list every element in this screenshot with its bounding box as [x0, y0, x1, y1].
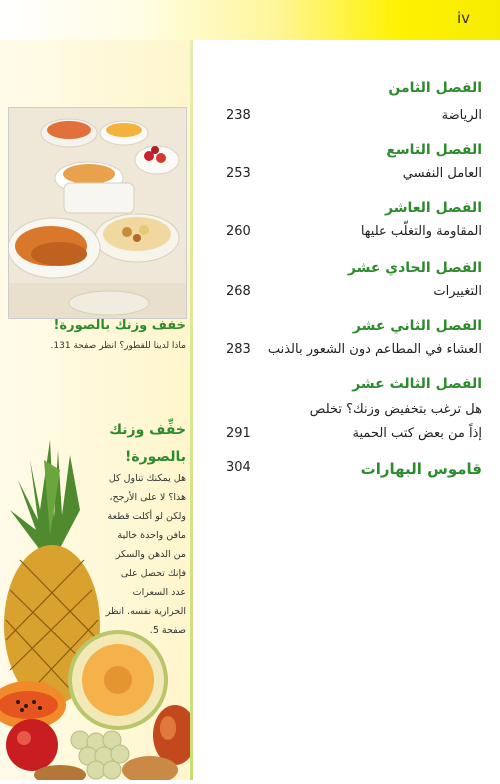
entry-page-number: 283 — [226, 342, 251, 357]
tip2-line: الحرارية نفسه. انظر — [105, 606, 186, 617]
tip2-line: فإنك تحصل على — [120, 568, 186, 579]
entry-title: التغييرات — [433, 284, 482, 299]
entry-page-number: 291 — [226, 426, 251, 441]
header-bar — [0, 0, 500, 40]
chapter-heading: الفصل الثامن — [388, 80, 482, 96]
entry-title: الرياضة — [441, 108, 482, 123]
tip2-line: ولكن لو أكلت قطعة — [107, 511, 186, 522]
sidebar-tip2-title — [60, 417, 186, 471]
entry-title: العشاء في المطاعم دون الشعور بالذنب — [267, 342, 482, 357]
entry-page-number: 304 — [226, 460, 251, 475]
chapter-heading: الفصل العاشر — [385, 200, 482, 216]
chapter-heading: الفصل الحادي عشر — [347, 260, 482, 276]
tip2-title-line1: خفِّف وزنك — [109, 422, 186, 438]
sidebar-divider — [190, 40, 193, 780]
tip2-line: مافن واحدة خالية — [117, 530, 186, 541]
page-number: iv — [457, 9, 471, 27]
tip2-line: صفحة 5. — [149, 625, 186, 636]
tip2-title-line2: بالصورة! — [124, 449, 186, 465]
entry-title: المقاومة والتغلّب عليها — [360, 224, 482, 239]
chapter-heading: الفصل التاسع — [386, 142, 482, 158]
entry-page-number: 238 — [226, 108, 251, 123]
tip2-line: عدد السعرات — [132, 587, 186, 598]
entry-page-number: 268 — [226, 284, 251, 299]
entry-title: العامل النفسي — [402, 166, 482, 181]
glossary-title: قاموس البهارات — [360, 460, 482, 478]
sidebar-tip-title: خفف وزنك بالصورة! — [53, 318, 186, 333]
breakfast-photo — [8, 107, 187, 319]
sidebar-tip2-text — [80, 469, 186, 640]
entry-title-line2: إذاً من بعض كتب الحمية — [352, 426, 482, 441]
entry-page-number: 260 — [226, 224, 251, 239]
chapter-heading: الفصل الثاني عشر — [352, 318, 482, 334]
entry-title-line1: هل ترغب بتخفيض وزنك؟ تخلص — [309, 402, 482, 417]
sidebar-tip-text: ماذا لدينا للفطور؟ انظر صفحة 131. — [50, 341, 186, 351]
tip2-line: هذا؟ لا على الأرجح، — [109, 492, 186, 503]
tip2-line: من الدهن والسكر — [115, 549, 186, 560]
entry-page-number: 253 — [226, 166, 251, 181]
tip2-line: هل يمكنك تناول كل — [108, 473, 186, 484]
chapter-heading: الفصل الثالث عشر — [352, 376, 482, 392]
